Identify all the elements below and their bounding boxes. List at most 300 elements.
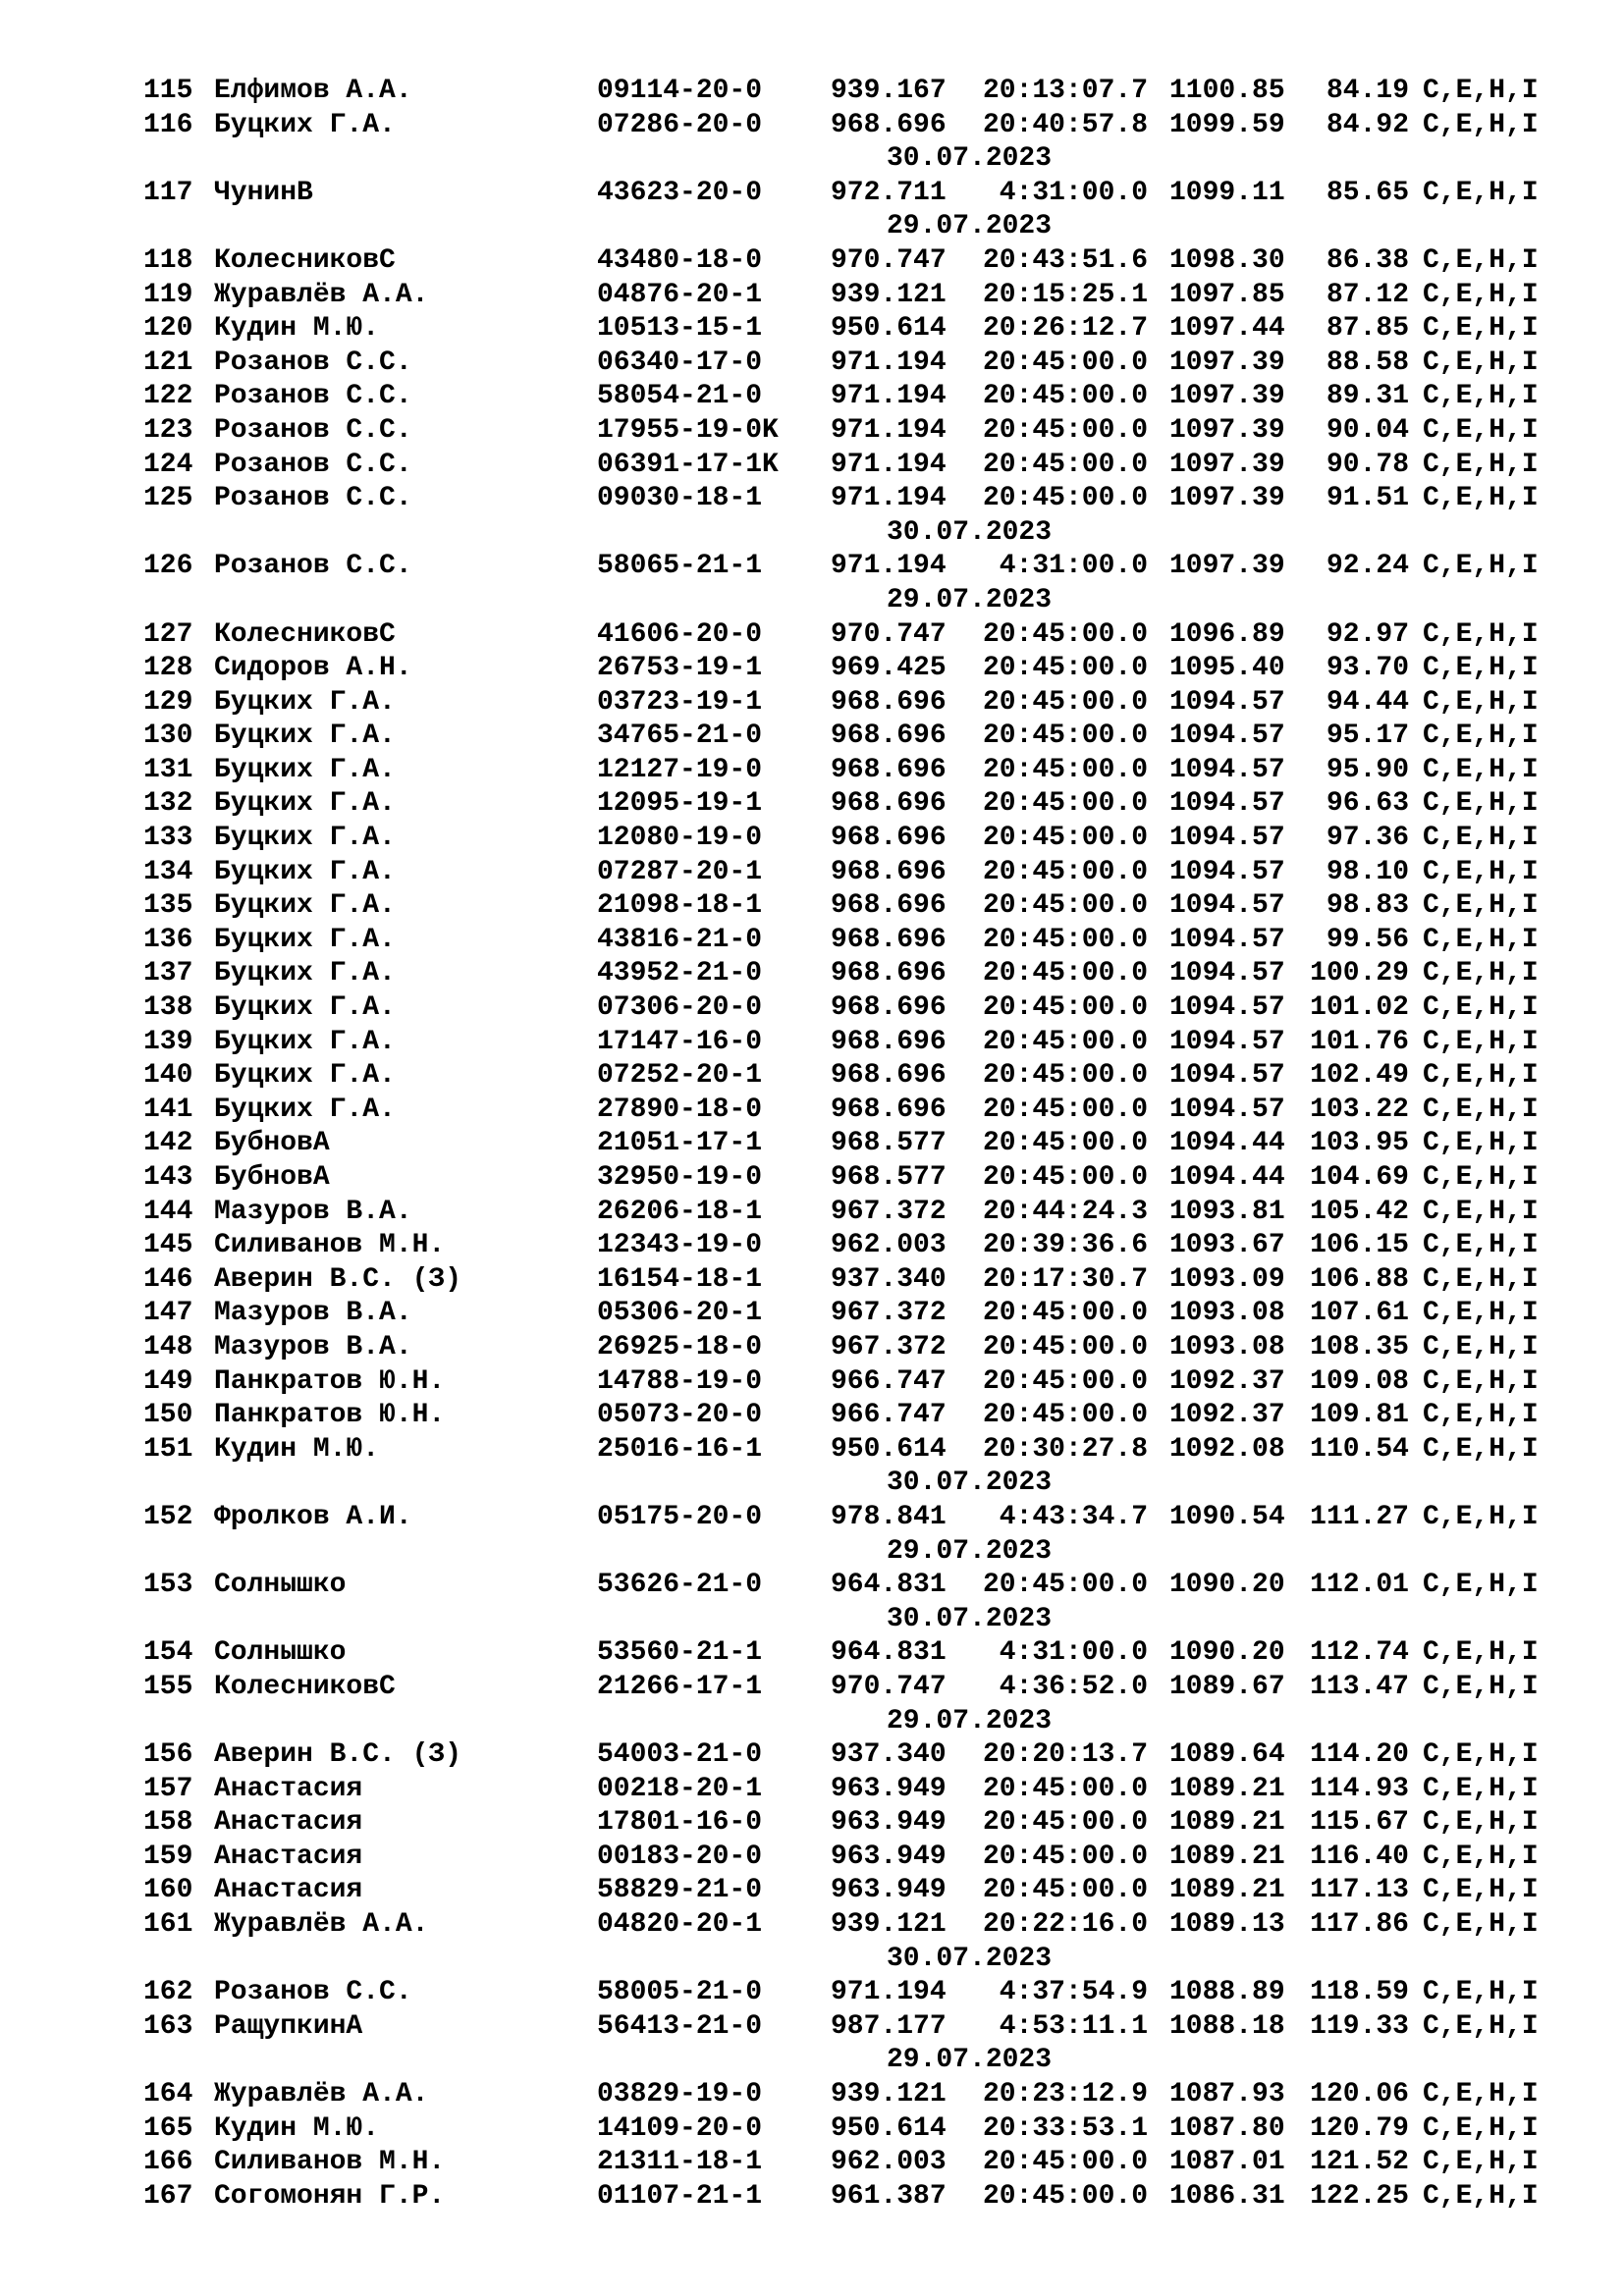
distance-value: 971.194	[831, 381, 947, 412]
participant-name: Фролков А.И.	[214, 1501, 412, 1532]
pigeon-ring-id: 43480-18-0	[597, 244, 763, 276]
table-row	[143, 856, 1577, 890]
date-separator	[143, 1467, 1577, 1501]
class-codes: C,E,H,I	[1423, 1365, 1539, 1397]
date-label: 30.07.2023	[887, 143, 1053, 175]
arrival-time: 20:45:00.0	[982, 2180, 1148, 2212]
table-row	[143, 1569, 1577, 1603]
class-codes: C,E,H,I	[1423, 1298, 1539, 1329]
place-number: 142	[143, 1128, 193, 1159]
pigeon-ring-id: 07286-20-0	[597, 109, 763, 140]
table-row	[143, 924, 1577, 958]
distance-value: 971.194	[831, 414, 947, 446]
percent-value: 90.04	[1326, 414, 1409, 446]
speed-value: 1094.57	[1169, 856, 1285, 887]
distance-value: 963.949	[831, 1875, 947, 1906]
table-row	[143, 550, 1577, 584]
percent-value: 103.95	[1310, 1128, 1409, 1159]
distance-value: 964.831	[831, 1570, 947, 1601]
pigeon-ring-id: 43816-21-0	[597, 924, 763, 955]
distance-value: 950.614	[831, 313, 947, 345]
pigeon-ring-id: 17955-19-0K	[597, 414, 779, 446]
percent-value: 109.81	[1310, 1400, 1409, 1431]
percent-value: 107.61	[1310, 1298, 1409, 1329]
arrival-time: 20:45:00.0	[982, 1365, 1148, 1397]
class-codes: C,E,H,I	[1423, 1400, 1539, 1431]
pigeon-ring-id: 03829-19-0	[597, 2079, 763, 2110]
speed-value: 1097.85	[1169, 279, 1285, 310]
distance-value: 968.696	[831, 823, 947, 854]
class-codes: C,E,H,I	[1423, 958, 1539, 989]
arrival-time: 20:45:00.0	[982, 618, 1148, 650]
participant-name: Солнышко	[214, 1637, 347, 1669]
percent-value: 122.25	[1310, 2180, 1409, 2212]
class-codes: C,E,H,I	[1423, 109, 1539, 140]
arrival-time: 4:31:00.0	[999, 177, 1148, 208]
participant-name: Силиванов М.Н.	[214, 2147, 446, 2178]
class-codes: C,E,H,I	[1423, 2112, 1539, 2144]
table-row	[143, 1636, 1577, 1671]
pigeon-ring-id: 06340-17-0	[597, 347, 763, 378]
participant-name: Сидоров А.Н.	[214, 653, 412, 684]
arrival-time: 20:13:07.7	[982, 76, 1148, 106]
pigeon-ring-id: 14788-19-0	[597, 1365, 763, 1397]
distance-value: 970.747	[831, 244, 947, 276]
percent-value: 95.90	[1326, 754, 1409, 785]
class-codes: C,E,H,I	[1423, 618, 1539, 650]
class-codes: C,E,H,I	[1423, 1230, 1539, 1261]
participant-name: Кудин М.Ю.	[214, 313, 380, 345]
distance-value: 971.194	[831, 347, 947, 378]
arrival-time: 20:45:00.0	[982, 856, 1148, 887]
distance-value: 970.747	[831, 618, 947, 650]
percent-value: 104.69	[1310, 1162, 1409, 1193]
place-number: 123	[143, 414, 193, 446]
table-row	[143, 2010, 1577, 2045]
pigeon-ring-id: 12095-19-1	[597, 788, 763, 820]
participant-name: Розанов С.С.	[214, 449, 412, 480]
table-row	[143, 1738, 1577, 1773]
participant-name: Розанов С.С.	[214, 1977, 412, 2008]
arrival-time: 4:31:00.0	[999, 1637, 1148, 1669]
place-number: 157	[143, 1773, 193, 1804]
participant-name: Солнышко	[214, 1570, 347, 1601]
table-row	[143, 75, 1577, 109]
speed-value: 1098.30	[1169, 244, 1285, 276]
percent-value: 85.65	[1326, 177, 1409, 208]
participant-name: Анастасия	[214, 1875, 363, 1906]
percent-value: 120.79	[1310, 2112, 1409, 2144]
place-number: 153	[143, 1570, 193, 1601]
pigeon-ring-id: 14109-20-0	[597, 2112, 763, 2144]
participant-name: Аверин В.С. (З)	[214, 1263, 462, 1295]
participant-name: Журавлёв А.А.	[214, 1909, 429, 1941]
table-row	[143, 1671, 1577, 1705]
speed-value: 1090.20	[1169, 1570, 1285, 1601]
pigeon-ring-id: 04820-20-1	[597, 1909, 763, 1941]
speed-value: 1087.93	[1169, 2079, 1285, 2110]
place-number: 147	[143, 1298, 193, 1329]
percent-value: 103.22	[1310, 1094, 1409, 1125]
percent-value: 113.47	[1310, 1671, 1409, 1702]
place-number: 121	[143, 347, 193, 378]
percent-value: 84.19	[1326, 76, 1409, 106]
distance-value: 967.372	[831, 1298, 947, 1329]
percent-value: 120.06	[1310, 2079, 1409, 2110]
percent-value: 116.40	[1310, 1841, 1409, 1872]
speed-value: 1099.11	[1169, 177, 1285, 208]
speed-value: 1093.08	[1169, 1331, 1285, 1362]
arrival-time: 20:45:00.0	[982, 1060, 1148, 1092]
percent-value: 119.33	[1310, 2010, 1409, 2042]
participant-name: Журавлёв А.А.	[214, 279, 429, 310]
table-row	[143, 109, 1577, 143]
distance-value: 937.340	[831, 1739, 947, 1771]
arrival-time: 20:20:13.7	[982, 1739, 1148, 1771]
pigeon-ring-id: 05073-20-0	[597, 1400, 763, 1431]
place-number: 131	[143, 754, 193, 785]
speed-value: 1097.39	[1169, 381, 1285, 412]
pigeon-ring-id: 58054-21-0	[597, 381, 763, 412]
percent-value: 96.63	[1326, 788, 1409, 820]
pigeon-ring-id: 56413-21-0	[597, 2010, 763, 2042]
percent-value: 115.67	[1310, 1807, 1409, 1839]
table-row	[143, 380, 1577, 414]
participant-name: Буцких Г.А.	[214, 958, 396, 989]
date-label: 29.07.2023	[887, 584, 1053, 615]
arrival-time: 20:45:00.0	[982, 686, 1148, 718]
table-row	[143, 1297, 1577, 1331]
class-codes: C,E,H,I	[1423, 1162, 1539, 1193]
speed-value: 1087.80	[1169, 2112, 1285, 2144]
percent-value: 95.17	[1326, 721, 1409, 752]
speed-value: 1093.81	[1169, 1196, 1285, 1227]
speed-value: 1099.59	[1169, 109, 1285, 140]
place-number: 151	[143, 1433, 193, 1465]
distance-value: 967.372	[831, 1331, 947, 1362]
arrival-time: 20:45:00.0	[982, 449, 1148, 480]
participant-name: ЧунинВ	[214, 177, 313, 208]
class-codes: C,E,H,I	[1423, 686, 1539, 718]
percent-value: 99.56	[1326, 924, 1409, 955]
participant-name: Буцких Г.А.	[214, 823, 396, 854]
participant-name: Розанов С.С.	[214, 483, 412, 514]
percent-value: 92.24	[1326, 551, 1409, 582]
date-separator	[143, 1943, 1577, 1977]
pigeon-ring-id: 32950-19-0	[597, 1162, 763, 1193]
pigeon-ring-id: 58829-21-0	[597, 1875, 763, 1906]
speed-value: 1093.08	[1169, 1298, 1285, 1329]
speed-value: 1089.21	[1169, 1773, 1285, 1804]
place-number: 137	[143, 958, 193, 989]
table-row	[143, 1263, 1577, 1298]
arrival-time: 20:23:12.9	[982, 2079, 1148, 2110]
table-row	[143, 1365, 1577, 1400]
speed-value: 1092.08	[1169, 1433, 1285, 1465]
participant-name: БубновА	[214, 1128, 330, 1159]
table-row	[143, 1806, 1577, 1841]
class-codes: C,E,H,I	[1423, 721, 1539, 752]
pigeon-ring-id: 21266-17-1	[597, 1671, 763, 1702]
table-row	[143, 347, 1577, 381]
percent-value: 117.13	[1310, 1875, 1409, 1906]
participant-name: Мазуров В.А.	[214, 1196, 412, 1227]
percent-value: 101.02	[1310, 992, 1409, 1024]
place-number: 126	[143, 551, 193, 582]
class-codes: C,E,H,I	[1423, 1977, 1539, 2008]
class-codes: C,E,H,I	[1423, 856, 1539, 887]
percent-value: 117.86	[1310, 1909, 1409, 1941]
arrival-time: 20:45:00.0	[982, 1298, 1148, 1329]
speed-value: 1088.18	[1169, 2010, 1285, 2042]
arrival-time: 20:30:27.8	[982, 1433, 1148, 1465]
speed-value: 1097.39	[1169, 483, 1285, 514]
table-row	[143, 414, 1577, 449]
date-label: 29.07.2023	[887, 1705, 1053, 1736]
pigeon-ring-id: 16154-18-1	[597, 1263, 763, 1295]
speed-value: 1097.39	[1169, 414, 1285, 446]
class-codes: C,E,H,I	[1423, 551, 1539, 582]
distance-value: 968.696	[831, 856, 947, 887]
table-row	[143, 1094, 1577, 1128]
arrival-time: 20:45:00.0	[982, 347, 1148, 378]
place-number: 135	[143, 890, 193, 922]
class-codes: C,E,H,I	[1423, 1094, 1539, 1125]
class-codes: C,E,H,I	[1423, 1331, 1539, 1362]
distance-value: 968.577	[831, 1128, 947, 1159]
place-number: 138	[143, 992, 193, 1024]
speed-value: 1093.67	[1169, 1230, 1285, 1261]
place-number: 141	[143, 1094, 193, 1125]
participant-name: Аверин В.С. (З)	[214, 1739, 462, 1771]
percent-value: 114.20	[1310, 1739, 1409, 1771]
class-codes: C,E,H,I	[1423, 890, 1539, 922]
class-codes: C,E,H,I	[1423, 992, 1539, 1024]
distance-value: 971.194	[831, 551, 947, 582]
arrival-time: 20:45:00.0	[982, 924, 1148, 955]
participant-name: Буцких Г.А.	[214, 1026, 396, 1057]
speed-value: 1094.57	[1169, 958, 1285, 989]
distance-value: 968.696	[831, 924, 947, 955]
place-number: 152	[143, 1501, 193, 1532]
distance-value: 966.747	[831, 1365, 947, 1397]
class-codes: C,E,H,I	[1423, 244, 1539, 276]
class-codes: C,E,H,I	[1423, 653, 1539, 684]
participant-name: Журавлёв А.А.	[214, 2079, 429, 2110]
speed-value: 1087.01	[1169, 2147, 1285, 2178]
pigeon-ring-id: 05306-20-1	[597, 1298, 763, 1329]
class-codes: C,E,H,I	[1423, 1671, 1539, 1702]
class-codes: C,E,H,I	[1423, 313, 1539, 345]
place-number: 128	[143, 653, 193, 684]
pigeon-ring-id: 34765-21-0	[597, 721, 763, 752]
place-number: 116	[143, 109, 193, 140]
date-separator	[143, 516, 1577, 551]
pigeon-ring-id: 00218-20-1	[597, 1773, 763, 1804]
participant-name: КолесниковС	[214, 618, 396, 650]
class-codes: C,E,H,I	[1423, 1060, 1539, 1092]
speed-value: 1088.89	[1169, 1977, 1285, 2008]
participant-name: Анастасия	[214, 1841, 363, 1872]
percent-value: 98.10	[1326, 856, 1409, 887]
speed-value: 1089.21	[1169, 1875, 1285, 1906]
table-row	[143, 1976, 1577, 2010]
arrival-time: 20:45:00.0	[982, 653, 1148, 684]
pigeon-ring-id: 27890-18-0	[597, 1094, 763, 1125]
distance-value: 978.841	[831, 1501, 947, 1532]
arrival-time: 20:45:00.0	[982, 1773, 1148, 1804]
place-number: 158	[143, 1807, 193, 1839]
percent-value: 112.74	[1310, 1637, 1409, 1669]
participant-name: Буцких Г.А.	[214, 1094, 396, 1125]
date-label: 30.07.2023	[887, 1943, 1053, 1974]
pigeon-ring-id: 21311-18-1	[597, 2147, 763, 2178]
table-row	[143, 2078, 1577, 2112]
arrival-time: 20:15:25.1	[982, 279, 1148, 310]
speed-value: 1094.57	[1169, 686, 1285, 718]
arrival-time: 20:45:00.0	[982, 1875, 1148, 1906]
pigeon-ring-id: 54003-21-0	[597, 1739, 763, 1771]
pigeon-ring-id: 07287-20-1	[597, 856, 763, 887]
place-number: 122	[143, 381, 193, 412]
table-row	[143, 889, 1577, 924]
arrival-time: 20:45:00.0	[982, 483, 1148, 514]
table-row	[143, 822, 1577, 856]
table-row	[143, 618, 1577, 653]
date-label: 30.07.2023	[887, 1468, 1053, 1499]
participant-name: РащупкинА	[214, 2010, 363, 2042]
place-number: 120	[143, 313, 193, 345]
arrival-time: 20:45:00.0	[982, 2147, 1148, 2178]
place-number: 139	[143, 1026, 193, 1057]
speed-value: 1094.57	[1169, 754, 1285, 785]
pigeon-ring-id: 06391-17-1K	[597, 449, 779, 480]
distance-value: 968.696	[831, 992, 947, 1024]
distance-value: 972.711	[831, 177, 947, 208]
pigeon-ring-id: 09030-18-1	[597, 483, 763, 514]
distance-value: 950.614	[831, 1433, 947, 1465]
percent-value: 100.29	[1310, 958, 1409, 989]
place-number: 162	[143, 1977, 193, 2008]
date-separator	[143, 210, 1577, 244]
place-number: 163	[143, 2010, 193, 2042]
place-number: 161	[143, 1909, 193, 1941]
percent-value: 101.76	[1310, 1026, 1409, 1057]
speed-value: 1097.39	[1169, 551, 1285, 582]
place-number: 132	[143, 788, 193, 820]
participant-name: Буцких Г.А.	[214, 721, 396, 752]
place-number: 150	[143, 1400, 193, 1431]
table-row	[143, 2112, 1577, 2147]
date-label: 29.07.2023	[887, 1535, 1053, 1567]
speed-value: 1089.64	[1169, 1739, 1285, 1771]
arrival-time: 20:45:00.0	[982, 721, 1148, 752]
arrival-time: 20:45:00.0	[982, 754, 1148, 785]
percent-value: 105.42	[1310, 1196, 1409, 1227]
table-row	[143, 1433, 1577, 1468]
table-row	[143, 991, 1577, 1026]
table-row	[143, 1908, 1577, 1943]
distance-value: 968.696	[831, 788, 947, 820]
class-codes: C,E,H,I	[1423, 1196, 1539, 1227]
arrival-time: 20:17:30.7	[982, 1263, 1148, 1295]
table-row	[143, 1501, 1577, 1535]
place-number: 125	[143, 483, 193, 514]
place-number: 156	[143, 1739, 193, 1771]
speed-value: 1094.57	[1169, 788, 1285, 820]
percent-value: 87.12	[1326, 279, 1409, 310]
table-row	[143, 1059, 1577, 1094]
percent-value: 102.49	[1310, 1060, 1409, 1092]
percent-value: 118.59	[1310, 1977, 1409, 2008]
arrival-time: 20:45:00.0	[982, 1094, 1148, 1125]
percent-value: 94.44	[1326, 686, 1409, 718]
pigeon-ring-id: 12343-19-0	[597, 1230, 763, 1261]
percent-value: 114.93	[1310, 1773, 1409, 1804]
participant-name: Согомонян Г.Р.	[214, 2180, 446, 2212]
class-codes: C,E,H,I	[1423, 1807, 1539, 1839]
table-row	[143, 2146, 1577, 2180]
distance-value: 968.696	[831, 721, 947, 752]
place-number: 144	[143, 1196, 193, 1227]
arrival-time: 20:45:00.0	[982, 1331, 1148, 1362]
speed-value: 1092.37	[1169, 1365, 1285, 1397]
percent-value: 108.35	[1310, 1331, 1409, 1362]
place-number: 154	[143, 1637, 193, 1669]
participant-name: Розанов С.С.	[214, 414, 412, 446]
distance-value: 939.121	[831, 279, 947, 310]
arrival-time: 20:45:00.0	[982, 1162, 1148, 1193]
speed-value: 1090.54	[1169, 1501, 1285, 1532]
arrival-time: 20:43:51.6	[982, 244, 1148, 276]
distance-value: 971.194	[831, 483, 947, 514]
table-row	[143, 482, 1577, 516]
date-label: 30.07.2023	[887, 516, 1053, 548]
percent-value: 97.36	[1326, 823, 1409, 854]
pigeon-ring-id: 01107-21-1	[597, 2180, 763, 2212]
table-row	[143, 1127, 1577, 1161]
pigeon-ring-id: 21051-17-1	[597, 1128, 763, 1159]
speed-value: 1090.20	[1169, 1637, 1285, 1669]
percent-value: 86.38	[1326, 244, 1409, 276]
place-number: 134	[143, 856, 193, 887]
participant-name: Буцких Г.А.	[214, 856, 396, 887]
participant-name: Буцких Г.А.	[214, 109, 396, 140]
distance-value: 963.949	[831, 1773, 947, 1804]
class-codes: C,E,H,I	[1423, 2010, 1539, 2042]
class-codes: C,E,H,I	[1423, 2079, 1539, 2110]
class-codes: C,E,H,I	[1423, 414, 1539, 446]
place-number: 165	[143, 2112, 193, 2144]
participant-name: Анастасия	[214, 1807, 363, 1839]
arrival-time: 20:45:00.0	[982, 992, 1148, 1024]
participant-name: Розанов С.С.	[214, 551, 412, 582]
pigeon-ring-id: 04876-20-1	[597, 279, 763, 310]
place-number: 127	[143, 618, 193, 650]
date-separator	[143, 2044, 1577, 2078]
arrival-time: 20:39:36.6	[982, 1230, 1148, 1261]
distance-value: 962.003	[831, 2147, 947, 2178]
arrival-time: 20:45:00.0	[982, 1026, 1148, 1057]
place-number: 133	[143, 823, 193, 854]
place-number: 124	[143, 449, 193, 480]
speed-value: 1094.57	[1169, 1026, 1285, 1057]
place-number: 145	[143, 1230, 193, 1261]
class-codes: C,E,H,I	[1423, 823, 1539, 854]
date-separator	[143, 1603, 1577, 1637]
speed-value: 1097.39	[1169, 347, 1285, 378]
speed-value: 1094.57	[1169, 721, 1285, 752]
